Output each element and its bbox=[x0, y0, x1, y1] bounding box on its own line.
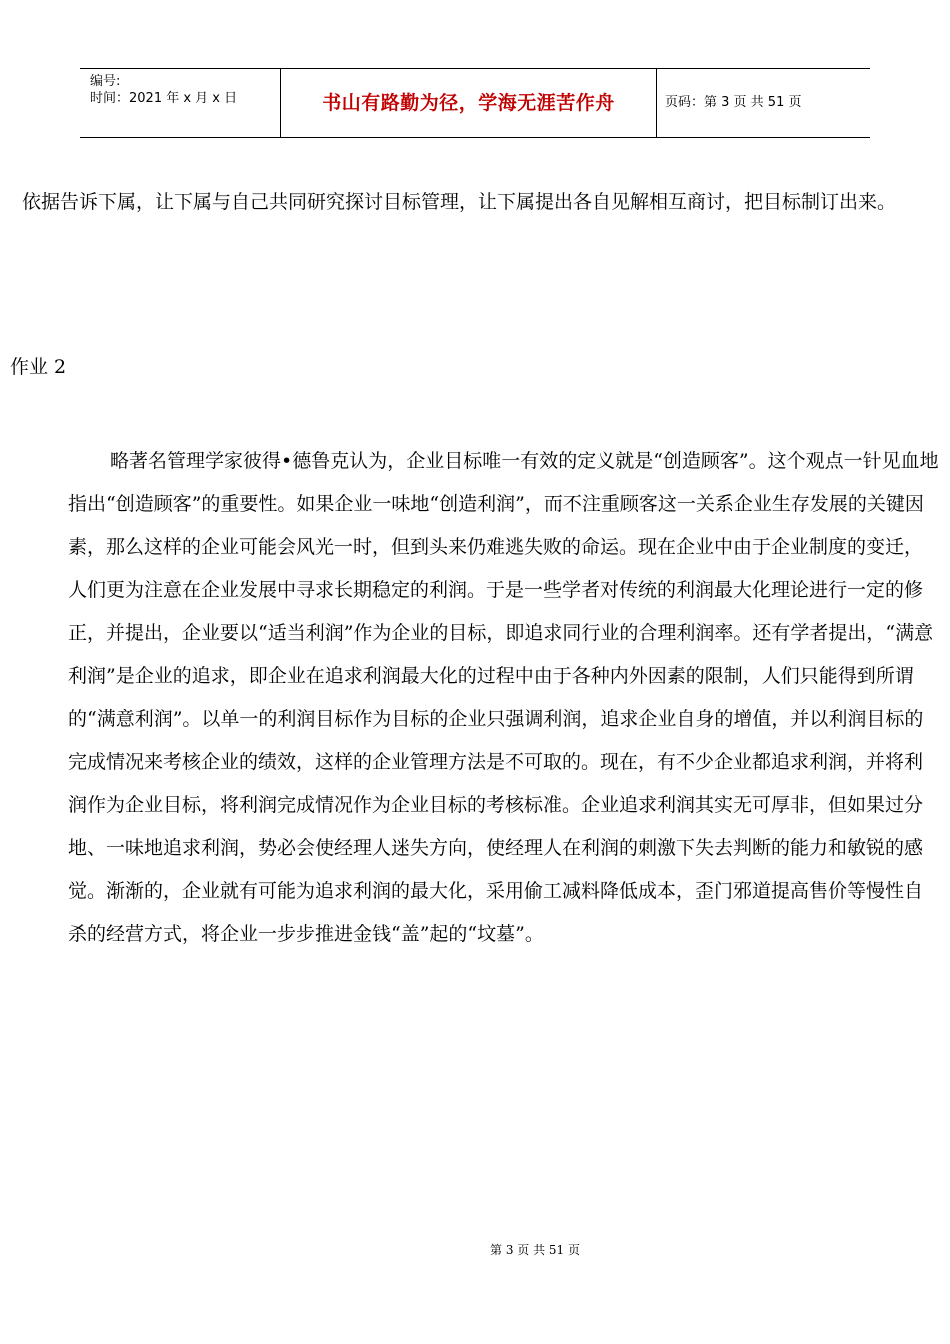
page-header bbox=[80, 68, 870, 138]
document-code-label: 编号: bbox=[90, 74, 121, 89]
page-footer: 第 3 页 共 51 页 bbox=[490, 1243, 580, 1257]
header-page-number: 页码：第 3 页 共 51 页 bbox=[665, 95, 802, 110]
section-title: 作业 2 bbox=[10, 356, 67, 378]
header-motto: 书山有路勤为径，学海无涯苦作舟 bbox=[322, 92, 615, 114]
paragraph-continued: 依据告诉下属，让下属与自己共同研究探讨目标管理，让下属提出各自见解相互商讨，把目标制订出来。 bbox=[22, 191, 897, 213]
header-meta bbox=[80, 69, 280, 137]
document-date-label: 时间：2021 年 x 月 x 日 bbox=[90, 91, 238, 106]
header-divider bbox=[656, 69, 657, 137]
paragraph-main: 略著名管理学家彼得•德鲁克认为，企业目标唯一有效的定义就是“创造顾客”。这个观点一针见血地指出“创造顾客”的重要性。如果企业一味地“创造利润”，而不注重顾客这一关系企业生存发展的关键因素，那么这样的企业可能会风光一时，但到头来仍难逃失败的命运。现在企业中由于企业制度的变迁，人们更为注意在企业发展中寻求长期稳定的利润。于是一些学者对传统的利润最大化理论进行一定的修正，并提出，企业要以“适当利润”作为企业的目标，即追求同行业的合理利润率。还有学者提出，“满意利润”是企业的追求，即企业在追求利润最大化的过程中由于各种内外因素的限制，人们只能得到所谓的“满意利润”。以单一的利润目标作为目标的企业只强调利润，追求企业自身的增值，并以利润目标的完成情况来考核企业的绩效，这样的企业管理方法是不可取的。现在，有不少企业都追求利润，并将利润作为企业目标，将利润完成情况作为企业目标的考核标准。企业追求利润其实无可厚非，但如果过分地、一味地追求利润，势必会使经理人迷失方向，使经理人在利润的刺激下失去判断的能力和敏锐的感觉。渐渐的，企业就有可能为追求利润的最大化，采用偷工减料降低成本，歪门邪道提高售价等慢性自杀的经营方式，将企业一步步推进金钱“盖”起的“坟墓”。 bbox=[68, 450, 939, 945]
